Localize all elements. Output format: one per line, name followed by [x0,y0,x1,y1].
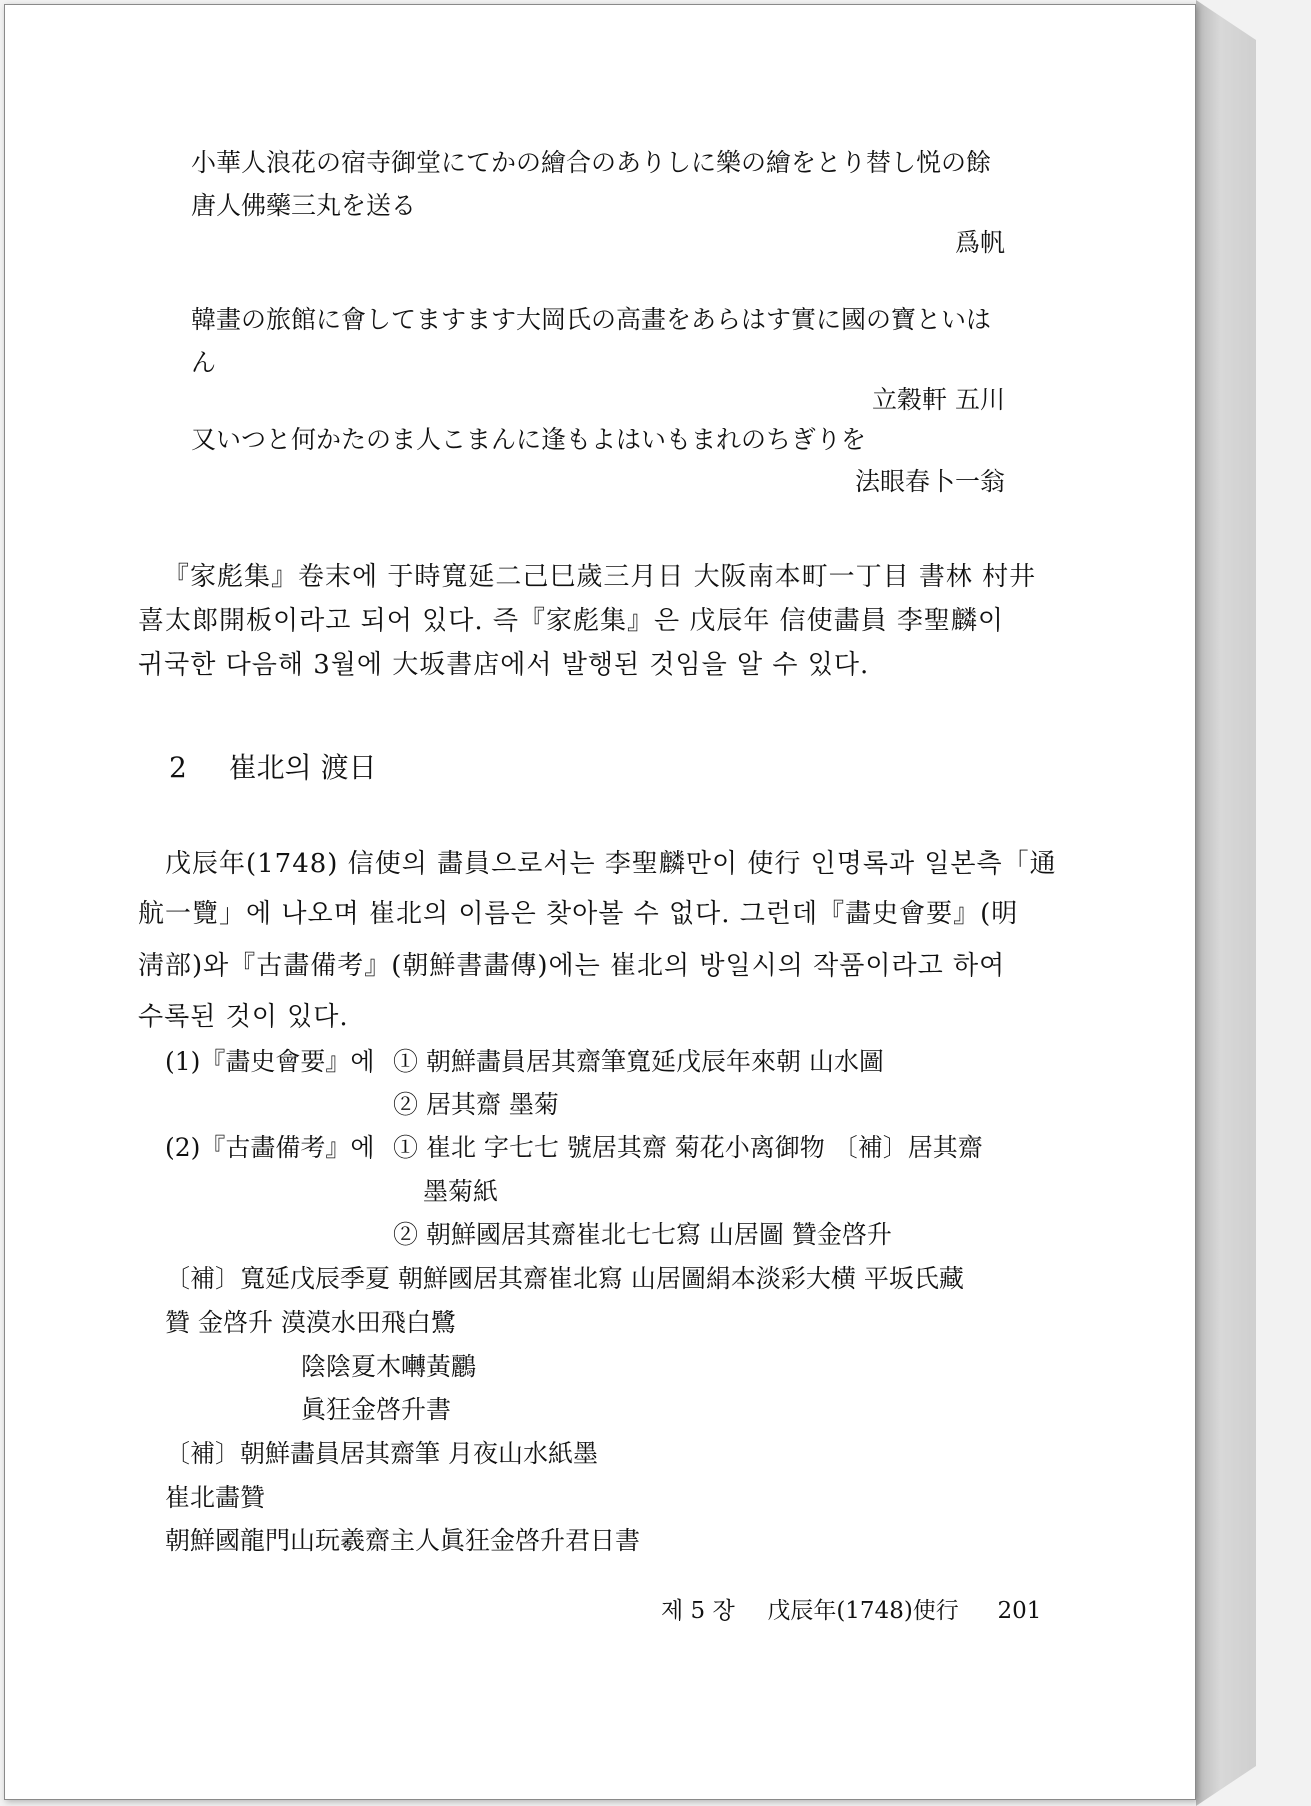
entry-2-item-1: ① 崔北 字七七 號居其齋 菊花小离御物 〔補〕居其齋 [393,1133,983,1162]
supplement-line-6: 崔北畵贊 [165,1483,266,1512]
supplement-line-4: 眞狂金啓升書 [301,1395,452,1424]
footer-title: 戊辰年(1748)使行 [767,1598,959,1624]
entry-1-label: (1)『畵史會要』에 [165,1047,375,1076]
paragraph-2-line-3: 淸部)와『古畵備考』(朝鮮書畵傳)에는 崔北의 방일시의 작품이라고 하여 [138,951,1006,981]
poem-2-author: 立穀軒 五川 [872,385,1005,414]
section-heading [169,753,377,783]
paragraph-1-line-3: 귀국한 다음해 3월에 大坂書店에서 발행된 것임을 알 수 있다. [138,650,870,680]
paragraph-1-line-1: 『家彪集』卷末에 于時寬延二己巳歲三月日 大阪南本町一丁目 書林 村井 [163,562,1037,592]
page-stack-edge [1196,0,1256,1806]
entry-1-item-2: ② 居其齋 墨菊 [393,1090,559,1119]
paragraph-1-line-2: 喜太郞開板이라고 되어 있다. 즉『家彪集』은 戊辰年 信使畵員 李聖麟이 [138,606,1005,636]
supplement-line-5: 〔補〕朝鮮畵員居其齋筆 月夜山水紙墨 [165,1439,598,1468]
poem-1-line-1: 小華人浪花の宿寺御堂にてかの繪合のありしに樂の繪をとり替し悦の餘 [191,148,992,177]
supplement-line-2: 贊 金啓升 漠漠水田飛白鷺 [165,1308,456,1337]
poem-1-author: 爲帆 [954,228,1005,257]
footer-chapter: 제 5 장 [661,1598,735,1624]
poem-3-author: 法眼春卜一翁 [854,467,1005,496]
supplement-line-1: 〔補〕寬延戊辰季夏 朝鮮國居其齋崔北寫 山居圖絹本淡彩大横 平坂氏藏 [165,1264,964,1293]
poem-3-line-1: 又いつと何かたのま人こまんに逢もよはいもまれのちぎりを [191,425,867,454]
entry-2-label: (2)『古畵備考』에 [165,1133,375,1162]
supplement-line-7: 朝鮮國龍門山玩羲齋主人眞狂金啓升君日書 [165,1526,641,1555]
supplement-line-3: 陰陰夏木囀黃鸝 [301,1352,477,1381]
page-number: 201 [997,1598,1042,1624]
entry-2-item-1-continued: 墨菊紙 [423,1177,499,1206]
entry-1-item-1: ① 朝鮮畵員居其齋筆寬延戊辰年來朝 山水圖 [393,1047,884,1076]
poem-2-line-2: ん [191,348,217,377]
entry-2-item-2: ② 朝鮮國居其齋崔北七七寫 山居圖 贊金啓升 [393,1220,892,1249]
section-number: 2 [169,751,187,784]
paragraph-2-line-2: 航一覽」에 나오며 崔北의 이름은 찾아볼 수 없다. 그런데『畵史會要』(明 [138,899,1019,929]
document-page [4,4,1196,1800]
section-title: 崔北의 渡日 [228,751,377,784]
paragraph-2-line-1: 戊辰年(1748) 信使의 畵員으로서는 李聖麟만이 使行 인명록과 일본측「通 [165,849,1057,879]
paragraph-2-line-4: 수록된 것이 있다. [138,1002,349,1032]
poem-2-line-1: 韓畫の旅館に會してますます大岡氏の高畫をあらはす實に國の寶といは [191,305,992,334]
poem-1-line-2: 唐人佛藥三丸を送る [191,191,417,220]
running-footer [661,1596,1041,1626]
